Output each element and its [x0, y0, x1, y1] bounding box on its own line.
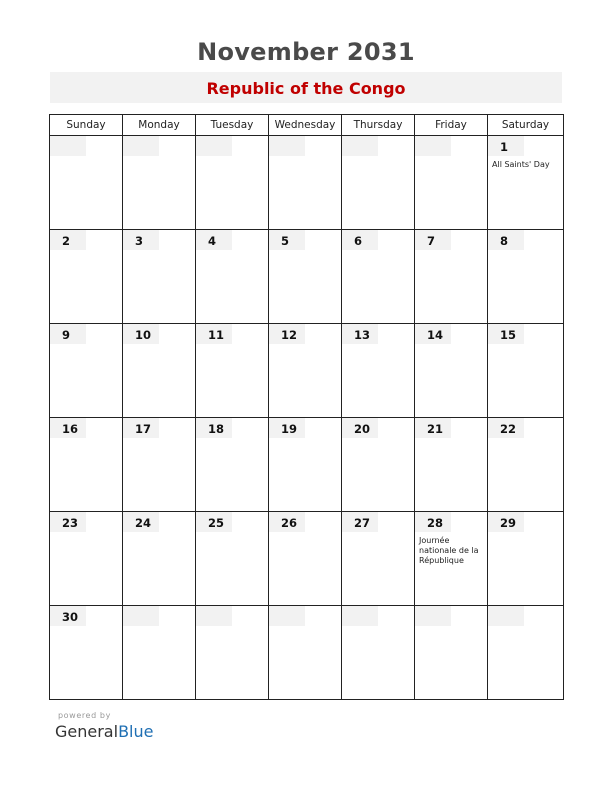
day-number: 3: [135, 234, 144, 248]
week-row: [50, 512, 564, 606]
weekday-wednesday: Wednesday: [269, 115, 342, 136]
day-number: 22: [500, 422, 517, 436]
day-cell[interactable]: [488, 606, 564, 700]
day-number-box: [123, 136, 159, 156]
day-number: 2: [62, 234, 71, 248]
day-cell[interactable]: [342, 136, 415, 230]
weekday-header-row: [50, 115, 564, 136]
day-cell[interactable]: [415, 230, 488, 324]
day-number-box: [269, 136, 305, 156]
country-name: Republic of the Congo: [206, 79, 406, 98]
day-cell[interactable]: [50, 136, 123, 230]
day-number: 6: [354, 234, 363, 248]
day-number-box: [342, 606, 378, 626]
day-number: 17: [135, 422, 152, 436]
day-cell[interactable]: [196, 136, 269, 230]
day-number-box: [196, 606, 232, 626]
day-cell[interactable]: [269, 136, 342, 230]
day-number: 20: [354, 422, 371, 436]
weekday-saturday: Saturday: [488, 115, 564, 136]
day-cell[interactable]: [269, 418, 342, 512]
day-cell[interactable]: [415, 324, 488, 418]
generalblue-logo[interactable]: [55, 722, 153, 741]
day-cell[interactable]: [196, 324, 269, 418]
day-number: 7: [427, 234, 436, 248]
day-number: 10: [135, 328, 152, 342]
day-cell[interactable]: [488, 230, 564, 324]
day-cell[interactable]: [488, 418, 564, 512]
calendar-grid: [49, 114, 564, 700]
week-row: [50, 324, 564, 418]
brand-blue: Blue: [118, 722, 154, 741]
day-number-box: [123, 606, 159, 626]
day-number-box: [415, 606, 451, 626]
day-number: 28: [427, 516, 444, 530]
day-cell[interactable]: [123, 230, 196, 324]
day-cell[interactable]: [123, 136, 196, 230]
day-cell[interactable]: [269, 512, 342, 606]
week-row: [50, 418, 564, 512]
day-cell[interactable]: [342, 606, 415, 700]
day-number-box: [50, 136, 86, 156]
weekday-monday: Monday: [123, 115, 196, 136]
day-number: 12: [281, 328, 298, 342]
day-number: 14: [427, 328, 444, 342]
day-cell[interactable]: [488, 136, 564, 230]
day-number: 30: [62, 610, 79, 624]
day-number: 23: [62, 516, 79, 530]
weekday-thursday: Thursday: [342, 115, 415, 136]
week-row: [50, 230, 564, 324]
week-row: [50, 606, 564, 700]
day-number: 4: [208, 234, 217, 248]
day-number: 11: [208, 328, 225, 342]
holiday-label: All Saints' Day: [492, 160, 550, 169]
day-number: 9: [62, 328, 71, 342]
day-number: 26: [281, 516, 298, 530]
day-cell[interactable]: [50, 230, 123, 324]
day-cell[interactable]: [123, 606, 196, 700]
country-banner: [50, 72, 562, 103]
day-cell[interactable]: [488, 512, 564, 606]
day-number: 29: [500, 516, 517, 530]
day-number-box: [488, 606, 524, 626]
day-number: 15: [500, 328, 517, 342]
day-number: 27: [354, 516, 371, 530]
day-number: 16: [62, 422, 79, 436]
day-number: 25: [208, 516, 225, 530]
day-cell[interactable]: [342, 230, 415, 324]
day-cell[interactable]: [196, 512, 269, 606]
day-cell[interactable]: [123, 324, 196, 418]
day-cell[interactable]: [269, 230, 342, 324]
day-cell[interactable]: [488, 324, 564, 418]
day-number-box: [269, 606, 305, 626]
day-cell[interactable]: [415, 512, 488, 606]
weekday-sunday: Sunday: [50, 115, 123, 136]
day-number-box: [415, 136, 451, 156]
day-number: 24: [135, 516, 152, 530]
day-cell[interactable]: [269, 606, 342, 700]
day-cell[interactable]: [196, 606, 269, 700]
holiday-label: Journée nationale de la République: [419, 536, 479, 565]
day-number: 5: [281, 234, 290, 248]
brand-general: General: [55, 722, 119, 741]
day-cell[interactable]: [415, 136, 488, 230]
day-cell[interactable]: [123, 418, 196, 512]
day-number: 18: [208, 422, 225, 436]
day-number: 1: [500, 140, 509, 154]
day-number: 19: [281, 422, 298, 436]
day-cell[interactable]: [123, 512, 196, 606]
weekday-friday: Friday: [415, 115, 488, 136]
day-cell[interactable]: [342, 512, 415, 606]
day-cell[interactable]: [342, 324, 415, 418]
day-cell[interactable]: [50, 512, 123, 606]
day-number-box: [342, 136, 378, 156]
day-cell[interactable]: [50, 324, 123, 418]
day-cell[interactable]: [415, 606, 488, 700]
page-title: November 2031: [197, 38, 415, 66]
day-cell[interactable]: [196, 418, 269, 512]
week-row: [50, 136, 564, 230]
day-number: 13: [354, 328, 371, 342]
calendar-body: [50, 136, 564, 700]
day-number: 21: [427, 422, 444, 436]
day-cell[interactable]: [196, 230, 269, 324]
day-cell[interactable]: [342, 418, 415, 512]
day-cell[interactable]: [415, 418, 488, 512]
day-number-box: [196, 136, 232, 156]
day-number: 8: [500, 234, 509, 248]
day-cell[interactable]: [50, 606, 123, 700]
day-cell[interactable]: [269, 324, 342, 418]
weekday-tuesday: Tuesday: [196, 115, 269, 136]
powered-by-label: powered by: [58, 711, 111, 720]
day-cell[interactable]: [50, 418, 123, 512]
